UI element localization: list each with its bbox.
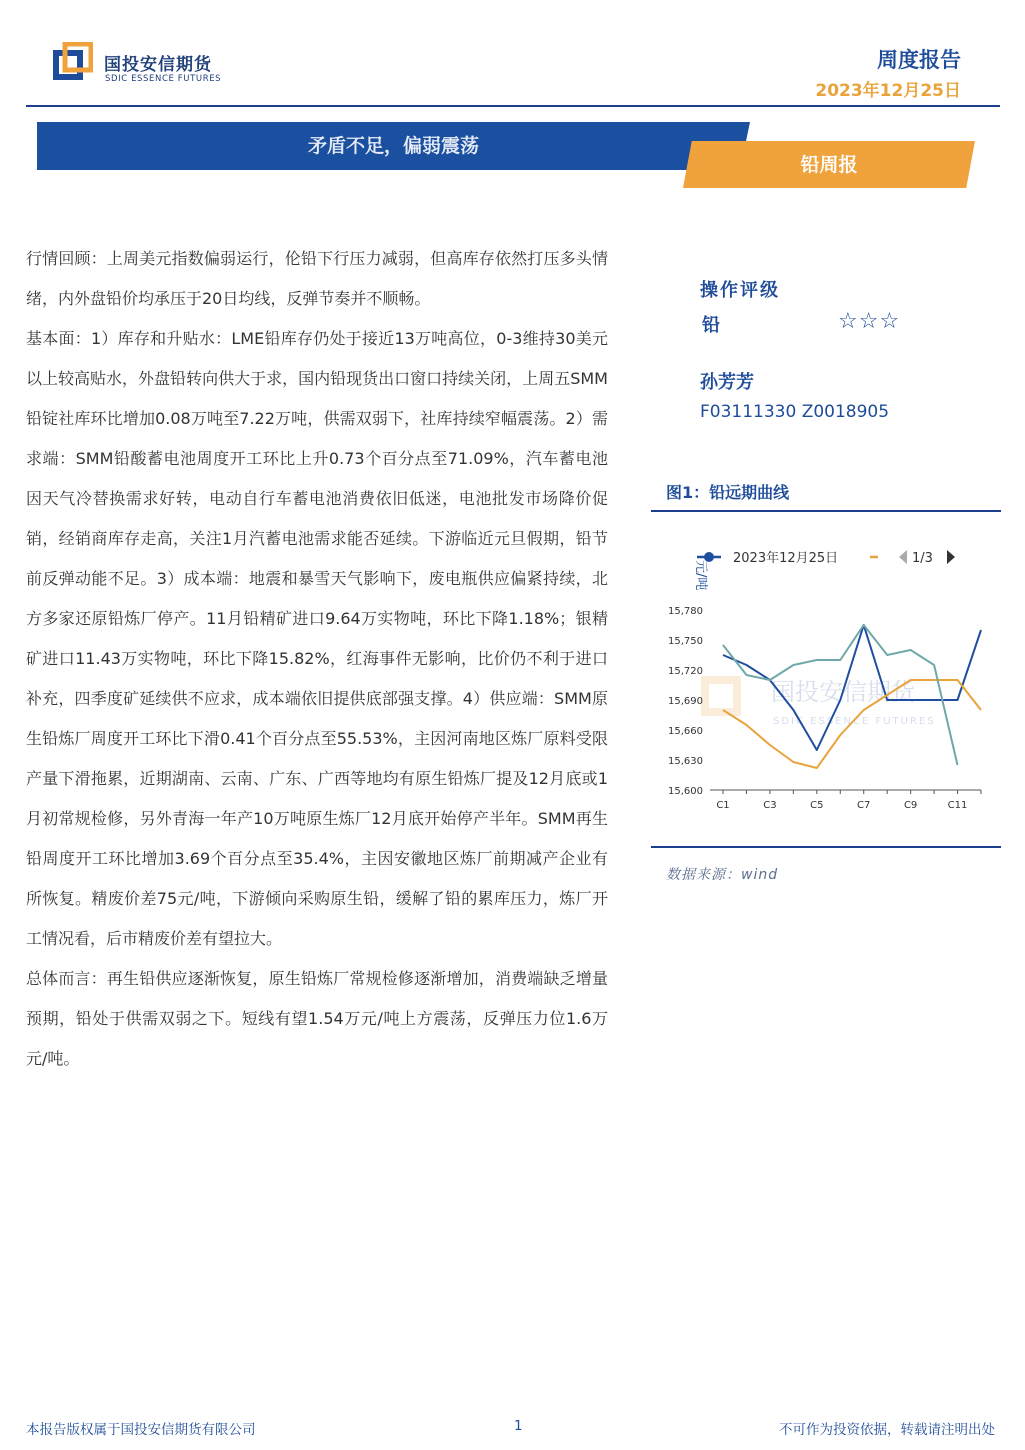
report-title: 矛盾不足，偏弱震荡 [307, 135, 479, 157]
watermark-cn: 国投安信期货 [771, 678, 915, 706]
legend-pager: 1/3 [912, 551, 933, 566]
rating-heading: 操作评级 [700, 280, 780, 301]
page-number: 1 [514, 1418, 523, 1434]
analyst-license-ids: F03111330 Z0018905 [700, 402, 890, 422]
rating-stars-icon: ☆☆☆ [838, 309, 901, 334]
report-type: 周度报告 [877, 48, 961, 72]
x-tick-label: C9 [903, 800, 918, 811]
legend-prev-icon[interactable] [899, 550, 907, 564]
legend-label-series-1: 2023年12月25日 [733, 551, 839, 566]
paragraph-summary: 总体而言：再生铅供应逐渐恢复，原生铅炼厂常规检修逐渐增加，消费端缺乏增量预期，铅处于供需双弱之下。短线有望1.54万元/吨上方震荡，反弹压力位1.6万元/吨。 [26, 969, 608, 1068]
y-tick-label: 15,720 [668, 666, 703, 677]
paragraph-market-review: 行情回顾：上周美元指数偏弱运行，伦铅下行压力减弱，但高库存依然打压多头情绪，内外盘铅价均承压于20日均线，反弹节奏并不顺畅。 [26, 249, 608, 308]
y-tick-label: 15,750 [668, 636, 703, 647]
legend-next-icon[interactable] [947, 550, 955, 564]
y-tick-label: 15,600 [668, 786, 703, 797]
rating-commodity: 铅 [702, 315, 720, 336]
x-tick-label: C11 [947, 800, 968, 811]
data-source: 数据来源：wind [666, 867, 779, 883]
y-tick-label: 15,630 [668, 756, 703, 767]
footer-copyright: 本报告版权属于国投安信期货有限公司 [26, 1422, 256, 1438]
report-tag: 铅周报 [800, 154, 858, 176]
x-tick-label: C1 [716, 800, 730, 811]
x-tick-label: C5 [810, 800, 824, 811]
figure-bottom-rule [651, 846, 1001, 848]
figure-title: 图1：铅远期曲线 [666, 483, 790, 502]
watermark-en: SDIC ESSENCE FUTURES [773, 716, 936, 727]
x-tick-label: C7 [857, 800, 871, 811]
y-tick-label: 15,660 [668, 726, 703, 737]
footer-disclaimer: 不可作为投资依据，转载请注明出处 [779, 1422, 995, 1438]
y-axis-unit: 元/吨 [693, 560, 708, 591]
y-tick-label: 15,780 [668, 606, 703, 617]
y-tick-label: 15,690 [668, 696, 703, 707]
report-date: 2023年12月25日 [815, 81, 961, 101]
company-name-cn: 国投安信期货 [104, 55, 212, 75]
report-body [26, 239, 608, 1079]
lead-forward-curve-chart [651, 530, 1001, 840]
company-name-en: SDIC ESSENCE FUTURES [105, 74, 222, 84]
header-divider [26, 105, 1000, 107]
figure-top-rule [651, 510, 1001, 512]
paragraph-fundamentals: 基本面：1）库存和升贴水：LME铅库存仍处于接近13万吨高位，0-3维持30美元以上较高贴水，外盘铅转向供大于求，国内铅现货出口窗口持续关闭，上周五SMM铅锭社库环比增加0.08万吨至7.22万吨，供需双弱下，社库持续窄幅震荡。2）需求端：SMM铅酸蓄电池周度开工环比上升0.73个百分点至71.09%，汽车蓄电池因天气冷替换需求好转，电动自行车蓄电池消费依旧低迷，电池批发市场降价促销，经销商库存走高，关注1月汽蓄电池需求能否延续。下游临近元旦假期，铅节前反弹动能不足。3）成本端：地震和暴雪天气影响下，废电瓶供应偏紧持续，北方多家还原铅炼厂停产。11月铅精矿进口9.64万实物吨，环比下降1.18%；银精矿进口11.43万实物吨，环比下降15.82%，红海事件无影响，比价仍不利于进口补充，四季度矿延续供不应求，成本端依旧提供底部强支撑。4）供应端：SMM原生铅炼厂周度开工环比下滑0.41个百分点至55.53%，主因河南地区炼厂原料受限产量下滑拖累，近期湖南、云南、广东、广西等地均有原生铅炼厂提及12月底或1月初常规检修，另外青海一年产10万吨原生炼厂12月底开始停产半年。SMM再生铅周度开工环比增加3.69个百分点至35.4%，主因安徽地区炼厂前期减产企业有所恢复。精废价差75元/吨，下游倾向采购原生铅，缓解了铅的累库压力，炼厂开工情况看，后市精废价差有望拉大。 [26, 329, 608, 948]
x-tick-label: C3 [763, 800, 777, 811]
analyst-name: 孙芳芳 [700, 372, 754, 393]
company-logo-mark [53, 42, 93, 82]
